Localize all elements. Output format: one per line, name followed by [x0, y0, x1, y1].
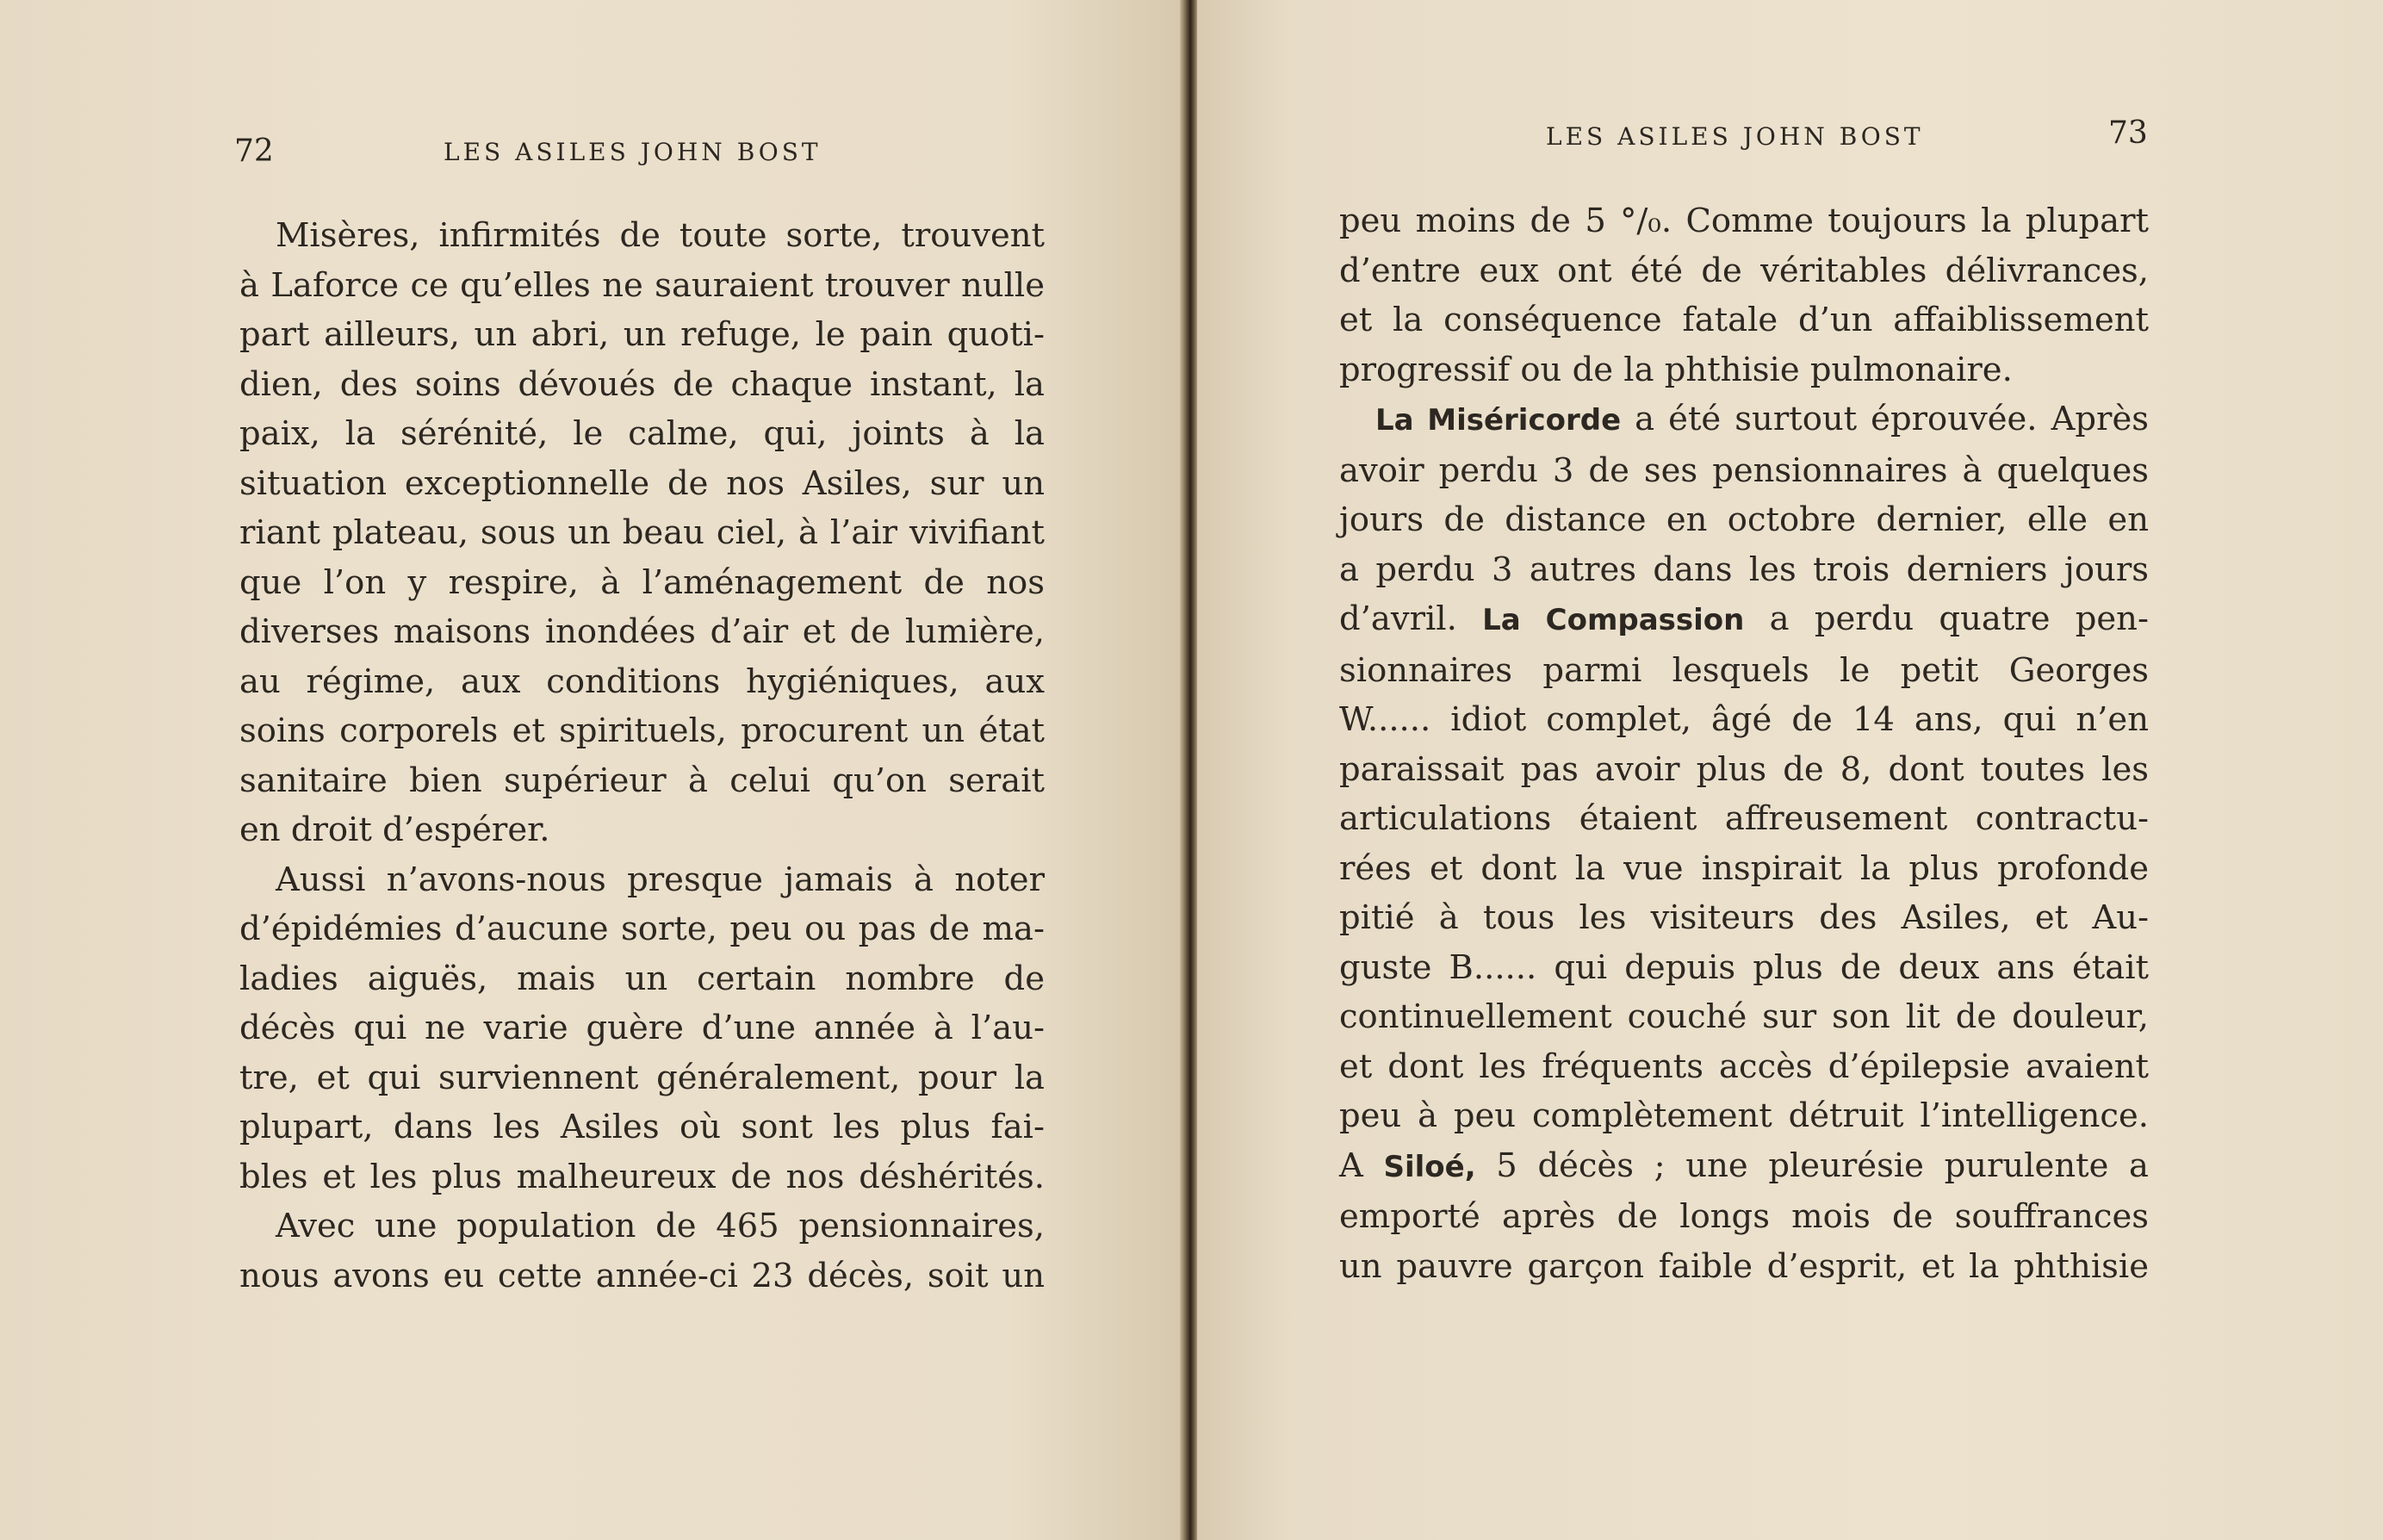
text-line: à Laforce ce qu’elles ne sauraient trouver nulle [239, 265, 1045, 305]
text-fragment: d’avril. [1339, 599, 1483, 638]
text-line: peu moins de 5 °/₀. Comme toujours la plupart [1339, 202, 2149, 240]
text-line: paraissait pas avoir plus de 8, dont toutes les [1339, 749, 2149, 789]
text-line: part ailleurs, un abri, un refuge, le pain quoti- [239, 315, 1045, 354]
text-line: bles et les plus malheureux de nos déshérités. [239, 1157, 1045, 1196]
text-line: décès qui ne varie guère d’une année à l’au- [239, 1009, 1045, 1047]
right-page-number: 73 [2108, 115, 2148, 151]
text-line [1339, 394, 2149, 446]
text-line: sionnaires parmi lesquels le petit Georges [1339, 650, 2149, 690]
text-line: soins corporels et spirituels, procurent un état [239, 711, 1045, 750]
left-page-number: 72 [234, 134, 274, 169]
book-gutter [1180, 0, 1199, 1540]
text-line: d’épidémies d’aucune sorte, peu ou pas de ma- [239, 910, 1045, 948]
text-line: et dont les fréquents accès d’épilepsie avaient [1339, 1046, 2149, 1086]
right-page [1197, 0, 2383, 1540]
text-line: progressif ou de la phthisie pulmonaire. [1339, 350, 2013, 389]
text-line: situation exceptionnelle de nos Asiles, sur un [239, 463, 1045, 503]
institution-name: La Compassion [1482, 603, 1745, 637]
text-line: avoir perdu 3 de ses pensionnaires à quelques [1339, 450, 2149, 490]
text-line: ladies aiguës, mais un certain nombre de [239, 959, 1045, 998]
text-line: paix, la sérénité, le calme, qui, joints à la [239, 414, 1045, 453]
text-fragment: a perdu quatre pen- [1744, 599, 2149, 638]
text-line: diverses maisons inondées d’air et de lumière, [239, 612, 1045, 651]
text-line: W...... idiot complet, âgé de 14 ans, qui n’en [1339, 700, 2149, 739]
text-line: nous avons eu cette année-ci 23 décès, soit un [239, 1256, 1045, 1295]
text-line: et la conséquence fatale d’un affaiblissement [1339, 301, 2149, 339]
left-page-body [239, 211, 1045, 1301]
text-fragment: 5 décès ; une pleurésie purulente a [1475, 1146, 2149, 1185]
text-line: tre, et qui surviennent généralement, pour la [239, 1058, 1045, 1097]
text-line: d’entre eux ont été de véritables délivrances, [1339, 251, 2149, 290]
text-line: rées et dont la vue inspirait la plus profonde [1339, 848, 2149, 888]
text-line: emporté après de longs mois de souffrances [1339, 1197, 2149, 1236]
text-line: Misères, infirmités de toute sorte, trouvent [276, 216, 1045, 255]
left-running-header: LES ASILES JOHN BOST [444, 138, 822, 166]
text-line: continuellement couché sur son lit de douleur, [1339, 997, 2149, 1036]
text-line: plupart, dans les Asiles où sont les plus fai- [239, 1108, 1045, 1146]
text-line: en droit d’espérer. [239, 810, 550, 849]
institution-name: La Miséricorde [1375, 403, 1622, 438]
text-line: articulations étaient affreusement contractu- [1339, 799, 2149, 838]
text-line: guste B...... qui depuis plus de deux ans était [1339, 947, 2149, 987]
text-line: Aussi n’avons-nous presque jamais à noter [276, 860, 1045, 899]
text-line: dien, des soins dévoués de chaque instant, la [239, 364, 1045, 404]
text-line [1339, 594, 2149, 646]
text-line [1339, 1141, 2149, 1193]
text-line: Avec une population de 465 pensionnaires, [276, 1207, 1045, 1245]
institution-name: Siloé, [1383, 1149, 1476, 1184]
text-line: jours de distance en octobre dernier, elle en [1339, 500, 2149, 539]
right-page-body [1339, 196, 2149, 1291]
left-page [0, 0, 1187, 1540]
text-line: peu à peu complètement détruit l’intelligence. [1339, 1096, 2149, 1135]
right-running-header: LES ASILES JOHN BOST [1546, 122, 1924, 151]
text-line: au régime, aux conditions hygiéniques, aux [239, 661, 1045, 701]
text-line: a perdu 3 autres dans les trois derniers jours [1339, 550, 2149, 589]
text-fragment: A [1339, 1146, 1384, 1185]
text-line: sanitaire bien supérieur à celui qu’on serait [239, 761, 1045, 800]
text-line: pitié à tous les visiteurs des Asiles, et Au- [1339, 898, 2149, 937]
text-line: que l’on y respire, à l’aménagement de nos [239, 562, 1045, 602]
text-fragment: a été surtout éprouvée. Après [1621, 400, 2149, 438]
text-line: riant plateau, sous un beau ciel, à l’air vivifiant [239, 513, 1045, 552]
text-line: un pauvre garçon faible d’esprit, et la phthisie [1339, 1246, 2149, 1286]
